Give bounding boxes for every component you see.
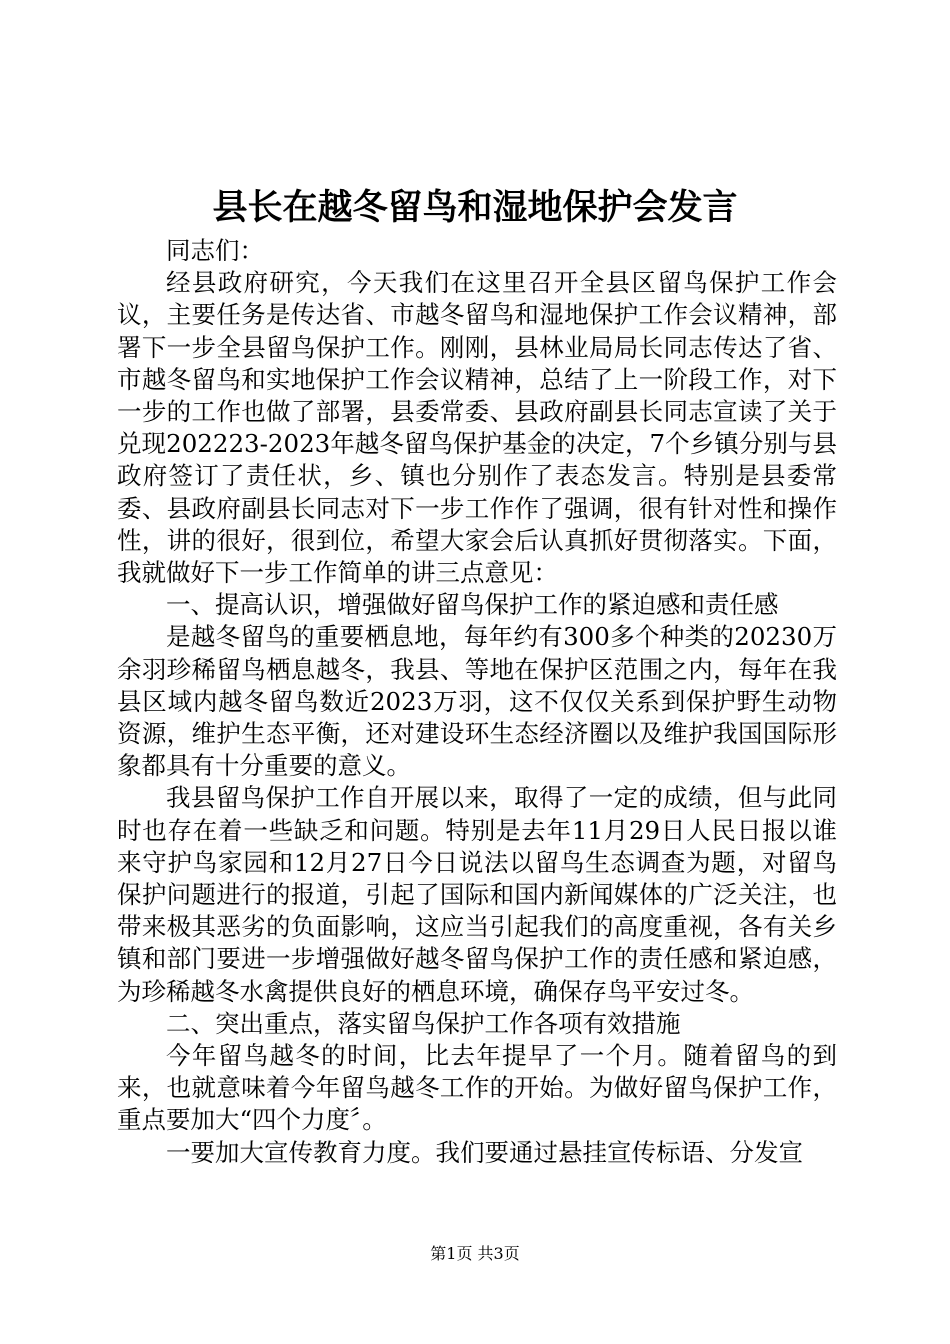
- section-heading: 二、突出重点，落实留鸟保护工作各项有效措施: [166, 1008, 681, 1038]
- section-heading: 一、提高认识，增强做好留鸟保护工作的紧迫感和责任感: [166, 590, 779, 620]
- paragraph: 经县政府研究，今天我们在这里召开全县区留鸟保护工作会议，主要任务是传达省、市越冬留鸟和湿地保护工作会议精神，部署下一步全县留鸟保护工作。刚刚，县林业局局长同志传达了省、市越冬留鸟和实地保护工作会议精神，总结了上一阶段工作，对下一步的工作也做了部署，县委常委、县政府副县长同志宣读了关于兑现202223-2023年越冬留鸟保护基金的决定，7个乡镇分别与县政府签订了责任状，乡、镇也分别作了表态发言。特别是县委常委、县政府副县长同志对下一步工作作了强调，很有针对性和操作性，讲的很好，很到位，希望大家会后认真抓好贯彻落实。下面，我就做好下一步工作简单的讲三点意见：: [117, 268, 837, 588]
- paragraph: 是越冬留鸟的重要栖息地，每年约有300多个种类的20230万余羽珍稀留鸟栖息越冬，我县、等地在保护区范围之内，每年在我县区域内越冬留鸟数近2023万羽，这不仅仅关系到保护野生动物资源，维护生态平衡，还对建设环生态经济圈以及维护我国国际形象都具有十分重要的意义。: [117, 622, 837, 781]
- paragraph: 一要加大宣传教育力度。我们要通过悬挂宣传标语、分发宣: [166, 1137, 803, 1167]
- document-title: 县长在越冬留鸟和湿地保护会发言: [212, 187, 738, 228]
- document-body: [117, 235, 837, 1169]
- paragraph-greeting: 同志们：: [166, 236, 264, 265]
- paragraph: 我县留鸟保护工作自开展以来，取得了一定的成绩，但与此同时也存在着一些缺乏和问题。特别是去年11月29日人民日报以谁来守护鸟家园和12月27日今日说法以留鸟生态调查为题，对留鸟保护问题进行的报道，引起了国际和国内新闻媒体的广泛关注，也带来极其恶劣的负面影响，这应当引起我们的高度重视，各有关乡镇和部门要进一步增强做好越冬留鸟保护工作的责任感和紧迫感，为珍稀越冬水禽提供良好的栖息环境，确保存鸟平安过冬。: [117, 783, 837, 1006]
- paragraph: 今年留鸟越冬的时间，比去年提早了一个月。随着留鸟的到来，也就意味着今年留鸟越冬工作的开始。为做好留鸟保护工作，重点要加大“四个力度〞。: [117, 1041, 837, 1135]
- page-footer: 第1页 共3页: [430, 1244, 520, 1263]
